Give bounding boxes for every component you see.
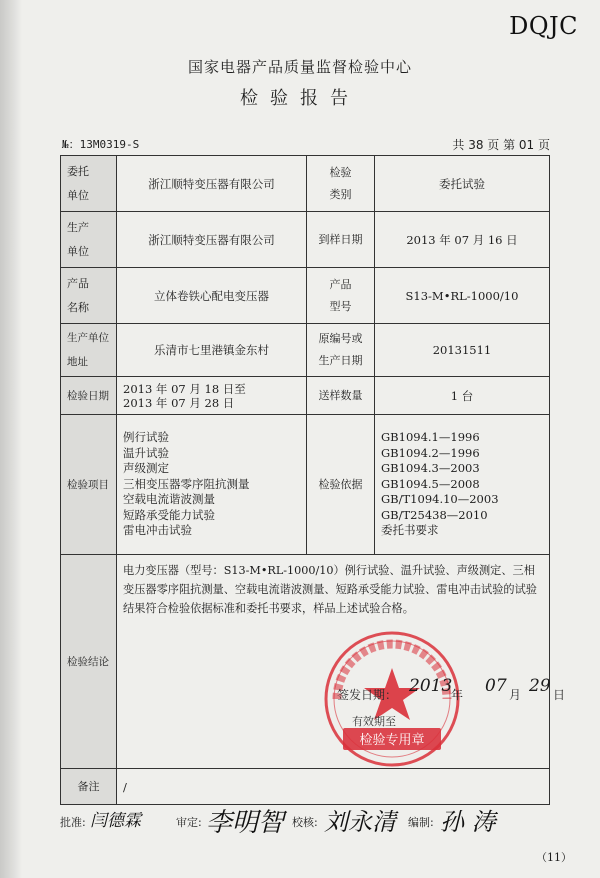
- row-inspection-date: [61, 377, 550, 415]
- issue-year-suffix: 年: [451, 688, 464, 702]
- list-item: GB1094.5—2008: [381, 476, 480, 491]
- row-items: [61, 415, 550, 555]
- basis-label: 检验依据: [307, 415, 375, 555]
- list-item: GB1094.3—2003: [381, 461, 480, 476]
- list-item: 雷电冲击试验: [123, 523, 192, 538]
- list-item: 短路承受能力试验: [123, 507, 215, 522]
- client-label: 委托 单位: [61, 156, 117, 212]
- list-item: 声级测定: [123, 461, 169, 476]
- reviewer-label: 审定:: [176, 816, 202, 829]
- issue-date-label: 签发日期：: [337, 688, 398, 702]
- list-item: GB1094.2—1996: [381, 445, 480, 460]
- approver-label: 批准:: [60, 816, 86, 829]
- serial-label: 原编号或 生产日期: [307, 324, 375, 377]
- arrival-date-value: 2013 年 07 月 16 日: [375, 212, 550, 268]
- issue-area: [117, 618, 566, 768]
- list-item: GB/T1094.10—2003: [381, 492, 499, 507]
- manufacturer-label: 生产 单位: [61, 212, 117, 268]
- row-manufacturer: [61, 212, 550, 268]
- arrival-date-label: 到样日期: [307, 212, 375, 268]
- editor-label: 编制:: [408, 816, 434, 829]
- list-item: GB1094.1—1996: [381, 430, 480, 445]
- issue-month: 07: [485, 676, 507, 696]
- basis-list: [375, 415, 550, 555]
- checker-label: 校核:: [292, 816, 318, 829]
- list-item: 空载电流谐波测量: [123, 492, 215, 507]
- manufacturer-value: 浙江顺特变压器有限公司: [117, 212, 307, 268]
- brand-mark: DQJC: [509, 12, 578, 40]
- serial-value: 20131511: [375, 324, 550, 377]
- items-label: 检验项目: [61, 415, 117, 555]
- report-meta: [62, 136, 550, 152]
- issuing-center-name: 国家电器产品质量监督检验中心: [187, 58, 412, 76]
- list-item: 委托书要求: [381, 523, 439, 538]
- address-label: 生产单位 地址: [61, 324, 117, 377]
- reviewer-signature: 李明智: [206, 808, 285, 838]
- sample-qty-label: 送样数量: [307, 377, 375, 415]
- address-value: 乐清市七里港镇金东村: [117, 324, 307, 377]
- report-number: №：13M0319-S: [62, 138, 140, 151]
- binding-edge: [0, 0, 22, 878]
- issue-month-suffix: 月: [509, 688, 522, 702]
- report-form: [60, 155, 566, 805]
- list-item: GB/T25438—2010: [381, 507, 488, 522]
- checker-signature: 刘永清: [324, 808, 396, 836]
- editor-signature: 孙 涛: [440, 808, 496, 836]
- row-client: [61, 156, 550, 212]
- product-name-label: 产品 名称: [61, 268, 117, 324]
- issue-day: 29: [529, 676, 551, 696]
- remarks-label: 备注: [61, 769, 117, 805]
- page-info: 共 38 页 第 01 页: [452, 138, 550, 152]
- row-address: [61, 324, 550, 377]
- inspection-date-label: 检验日期: [61, 377, 117, 415]
- inspection-type-value: 委托试验: [375, 156, 550, 212]
- list-item: 温升试验: [123, 445, 169, 460]
- approver-signature: 闫德霖: [90, 811, 141, 831]
- remarks-value: /: [117, 769, 550, 805]
- product-model-value: S13-M•RL-1000/10: [375, 268, 550, 324]
- issue-year: 2013: [409, 676, 453, 696]
- report-title: 检验报告: [240, 88, 360, 109]
- product-name-value: 立体卷铁心配电变压器: [117, 268, 307, 324]
- signature-block: [60, 798, 560, 848]
- conclusion-text: 电力变压器（型号：S13-M•RL-1000/10）例行试验、温升试验、声级测定、三相变压器零序阻抗测量、空载电流谐波测量、短路承受能力试验、雷电冲击试验的试验结果符合检验依据标准和委托书要求，样品上述试验合格。: [123, 564, 537, 615]
- page-number: （11）: [536, 851, 572, 864]
- issue-day-suffix: 日: [553, 688, 566, 702]
- conclusion-cell: [117, 555, 566, 769]
- conclusion-label: 检验结论: [61, 555, 117, 769]
- client-value: 浙江顺特变压器有限公司: [117, 156, 307, 212]
- row-product: [61, 268, 550, 324]
- inspection-items-list: [117, 415, 307, 555]
- row-conclusion: [61, 555, 550, 769]
- inspection-date-value: 2013 年 07 月 18 日至 2013 年 07 月 28 日: [117, 377, 307, 415]
- sample-qty-value: 1 台: [375, 377, 550, 415]
- list-item: 三相变压器零序阻抗测量: [123, 476, 250, 491]
- svg-text:检验专用章: 检验专用章: [359, 733, 425, 748]
- list-item: 例行试验: [123, 430, 169, 445]
- valid-until-label: 有效期至: [352, 715, 396, 728]
- product-model-label: 产品 型号: [307, 268, 375, 324]
- inspection-type-label: 检验 类别: [307, 156, 375, 212]
